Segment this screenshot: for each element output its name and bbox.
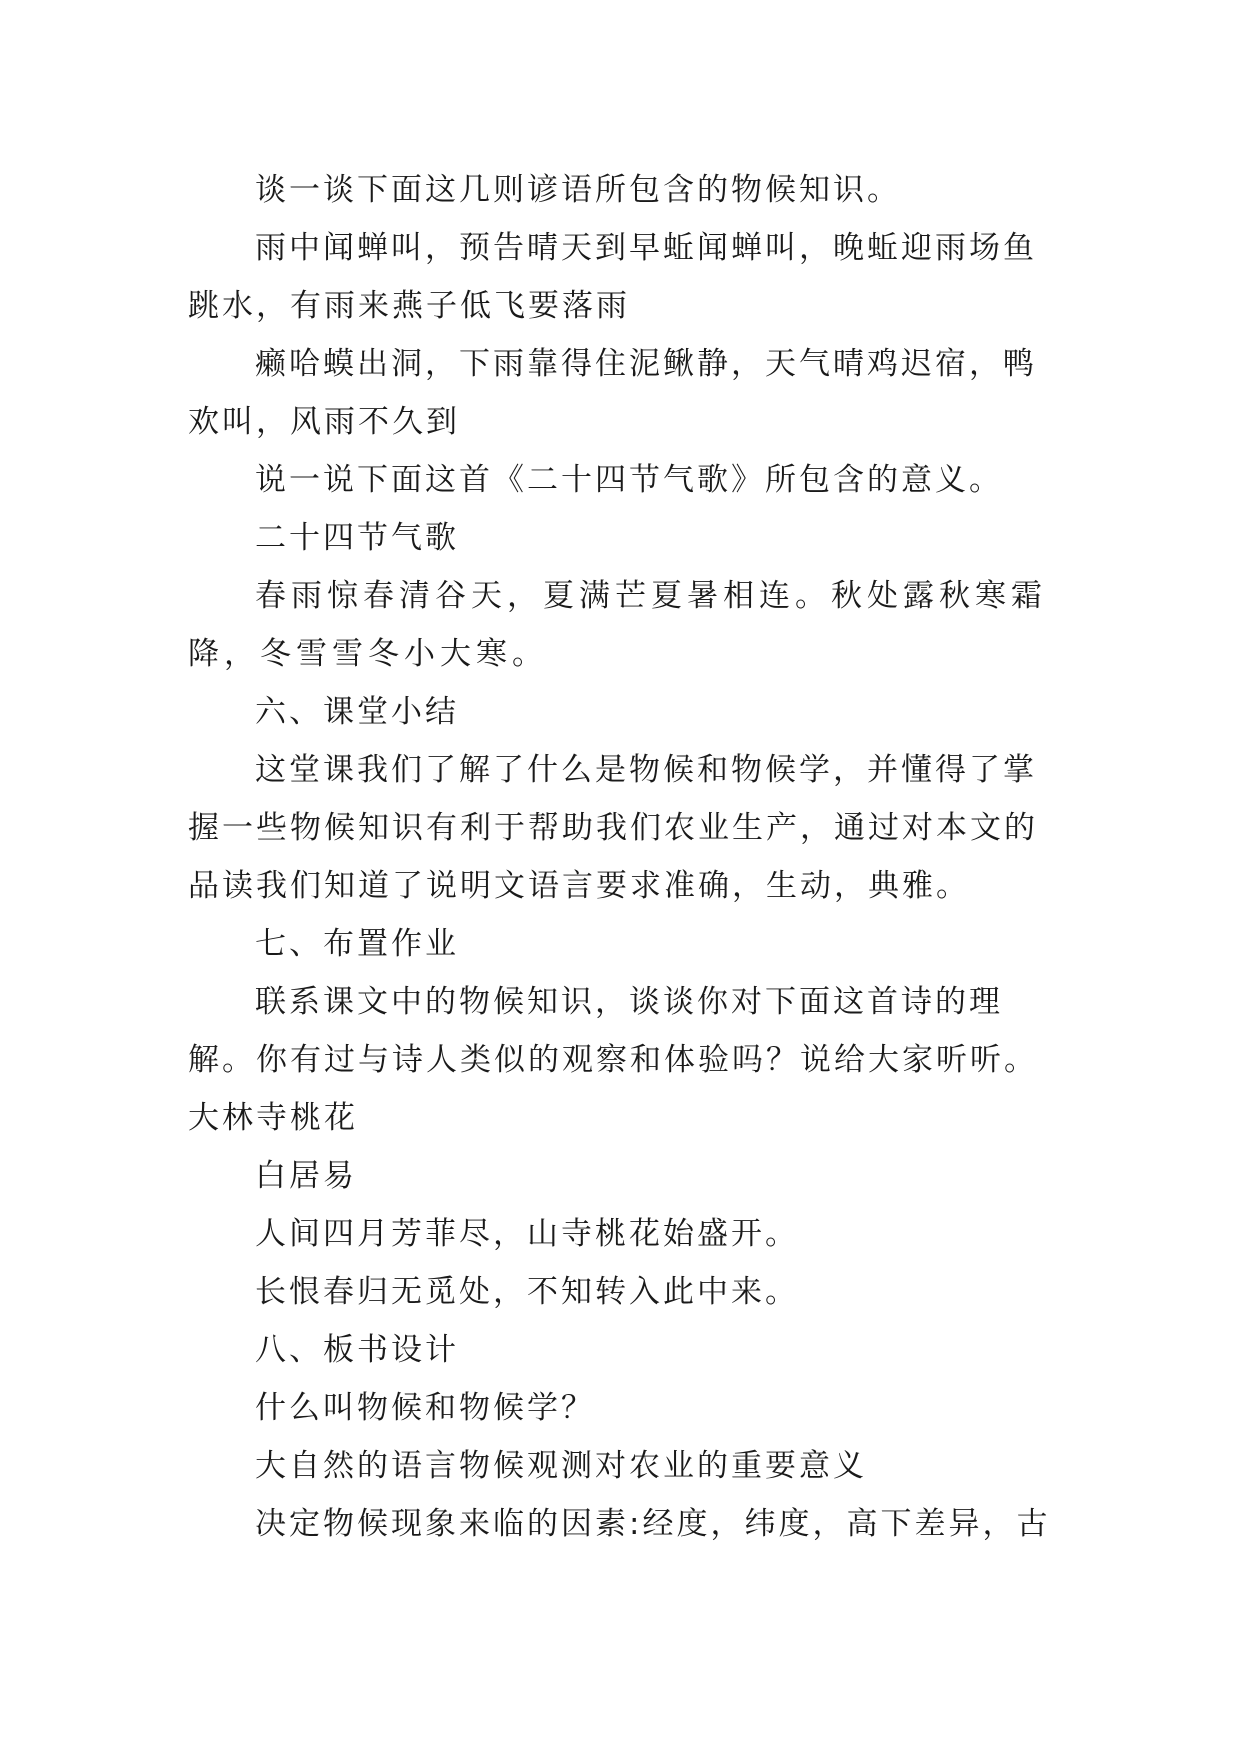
document-body (188, 161, 1068, 1553)
poem-author: 白居易 (255, 1158, 357, 1194)
poem-line-1: 人间四月芳菲尽，山寺桃花始盛开。 (255, 1216, 799, 1252)
heading-lesson-summary: 六、课堂小结 (255, 694, 459, 730)
blackboard-item-3: 决定物候现象来临的因素:经度，纬度，高下差异，古 (255, 1506, 1051, 1542)
paragraph-solar-terms-prompt: 说一说下面这首《二十四节气歌》所包含的意义。 (255, 462, 1003, 498)
paragraph-proverbs-prompt: 谈一谈下面这几则谚语所包含的物候知识。 (255, 172, 901, 208)
paragraph-solar-terms-title: 二十四节气歌 (255, 520, 459, 556)
paragraph-proverbs-cicada: 雨中闻蝉叫，预告晴天到早蚯闻蝉叫，晚蚯迎雨场鱼跳水，有雨来燕子低飞要落雨 (188, 230, 1037, 324)
paragraph-homework: 联系课文中的物候知识，谈谈你对下面这首诗的理解。你有过与诗人类似的观察和体验吗？说给大家听听。大林寺桃花 (188, 984, 1038, 1136)
paragraph-solar-terms-song: 春雨惊春清谷天，夏满芒夏暑相连。秋处露秋寒霜降，冬雪雪冬小大寒。 (188, 578, 1047, 672)
blackboard-item-2: 大自然的语言物候观测对农业的重要意义 (255, 1448, 867, 1484)
blackboard-item-1: 什么叫物候和物候学？ (255, 1390, 595, 1426)
poem-line-2: 长恨春归无觅处，不知转入此中来。 (255, 1274, 799, 1310)
paragraph-proverbs-toad: 癞哈蟆出洞，下雨靠得住泥鳅静，天气晴鸡迟宿，鸭欢叫，风雨不久到 (188, 346, 1037, 440)
heading-blackboard-design: 八、板书设计 (255, 1332, 459, 1368)
paragraph-lesson-summary: 这堂课我们了解了什么是物候和物候学，并懂得了掌握一些物候知识有利于帮助我们农业生产，通过对本文的品读我们知道了说明文语言要求准确，生动，典雅。 (188, 752, 1038, 904)
heading-homework: 七、布置作业 (255, 926, 459, 962)
